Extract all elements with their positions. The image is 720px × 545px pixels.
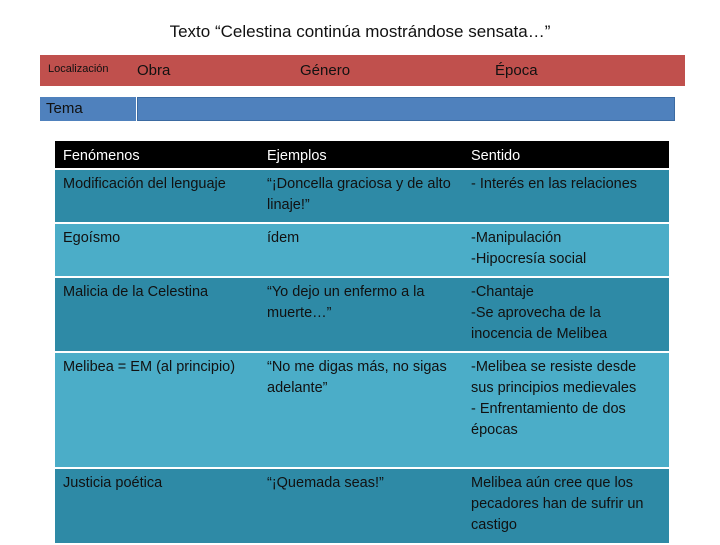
header-ejemplos: Ejemplos — [259, 141, 463, 168]
fenomeno-cell: Justicia poética — [55, 469, 259, 543]
sentido-line: -Hipocresía social — [471, 251, 587, 267]
sentido-cell — [463, 353, 669, 467]
sentido-line: -Se aprovecha de la inocencia de Melibea — [471, 305, 608, 342]
epoca-label: Época — [495, 62, 538, 79]
sentido-cell — [463, 469, 669, 543]
tema-label: Tema — [40, 97, 136, 121]
ejemplo-cell: “Yo dejo un enfermo a la muerte…” — [259, 278, 463, 351]
sentido-cell — [463, 278, 669, 351]
ejemplo-cell: “¡Quemada seas!” — [259, 469, 463, 543]
fenomeno-cell: Melibea = EM (al principio) — [55, 353, 259, 467]
sentido-cell — [463, 224, 669, 276]
table-row — [55, 224, 669, 276]
genero-label: Género — [300, 62, 351, 79]
ejemplo-cell: ídem — [259, 224, 463, 276]
analysis-table — [55, 139, 669, 545]
page-title: Texto “Celestina continúa mostrándose sensata…” — [169, 22, 551, 41]
sentido-line: -Chantaje — [471, 284, 534, 300]
work-info-bar — [40, 55, 685, 86]
sentido-line: - Interés en las relaciones — [471, 176, 638, 192]
sentido-line: -Manipulación — [471, 230, 562, 246]
sentido-cell — [463, 170, 669, 222]
ejemplo-cell: “No me digas más, no sigas adelante” — [259, 353, 463, 467]
sentido-line: - Enfrentamiento de dos épocas — [471, 401, 626, 438]
fenomeno-cell: Modificación del lenguaje — [55, 170, 259, 222]
table-row — [55, 278, 669, 351]
obra-label: Obra — [137, 62, 171, 79]
ejemplo-cell: “¡Doncella graciosa y de alto linaje!” — [259, 170, 463, 222]
localizacion-label: Localización — [48, 63, 109, 75]
fenomeno-cell: Malicia de la Celestina — [55, 278, 259, 351]
table-row — [55, 170, 669, 222]
table-header-row — [55, 141, 669, 168]
tema-value — [137, 97, 675, 121]
header-sentido: Sentido — [463, 141, 669, 168]
table-row — [55, 469, 669, 543]
header-fenomenos: Fenómenos — [55, 141, 259, 168]
sentido-line: Melibea aún cree que los pecadores han de sufrir un castigo — [471, 475, 644, 533]
fenomeno-cell: Egoísmo — [55, 224, 259, 276]
sentido-line: -Melibea se resiste desde sus principios medievales — [471, 359, 637, 396]
table-row — [55, 353, 669, 467]
